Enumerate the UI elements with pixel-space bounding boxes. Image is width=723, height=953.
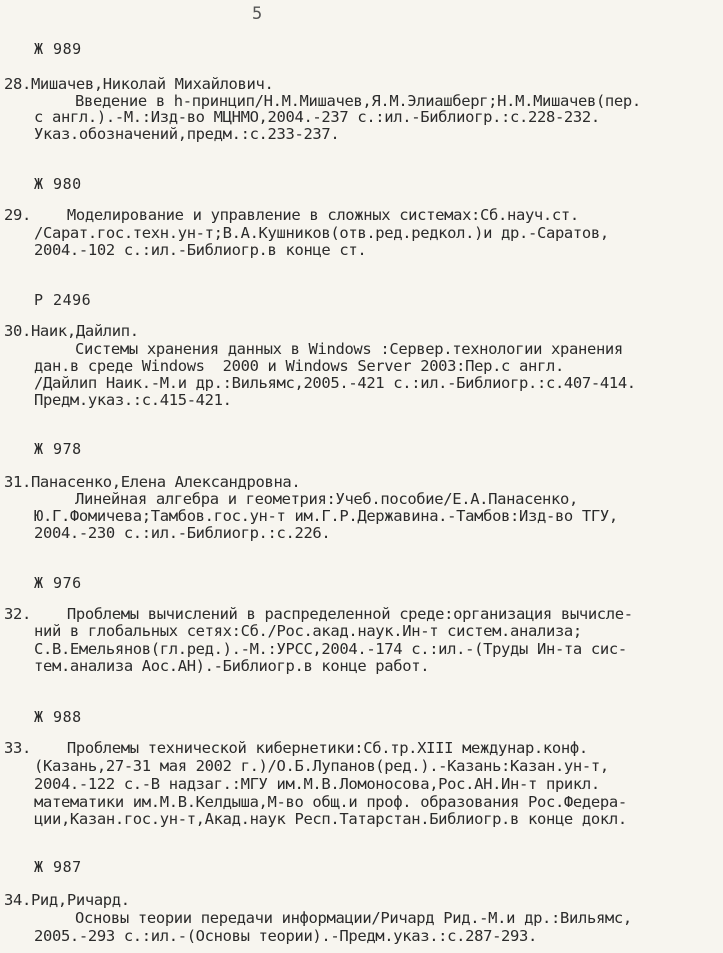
entry-line: 28.Мишачев,Николай Михайлович. xyxy=(4,75,274,93)
entry-line: 2005.-293 с.:ил.-(Основы теории).-Предм.указ.:с.287-293. xyxy=(34,927,537,945)
entry-line: Основы теории передачи информации/Ричард Рид.-М.и др.:Вильямс, xyxy=(75,909,632,927)
entry-line: дан.в среде Windows 2000 и Windows Server 2003:Пер.с англ. xyxy=(34,357,564,375)
entry-line: Указ.обозначений,предм.:с.233-237. xyxy=(34,125,340,143)
entry-line: Введение в h-принцип/Н.М.Мишачев,Я.М.Элиашберг;Н.М.Мишачев(пер. xyxy=(75,92,641,110)
entry-line: 29. Моделирование и управление в сложных системах:Сб.науч.ст. xyxy=(4,206,579,224)
entry-line: математики им.М.В.Келдыша,М-во общ.и проф. образования Рос.Федера- xyxy=(34,793,627,811)
entry-line: с англ.).-М.:Изд-во МЦНМО,2004.-237 с.:ил.-Библиогр.:с.228-232. xyxy=(34,108,600,126)
entry-line: ции,Казан.гос.ун-т,Акад.наук Респ.Татарстан.Библиогр.в конце докл. xyxy=(34,810,627,828)
entry-line: 34.Рид,Ричард. xyxy=(4,891,130,909)
entry-line: С.В.Емельянов(гл.ред.).-М.:УРСС,2004.-174 с.:ил.-(Труды Ин-та сис- xyxy=(34,640,627,658)
shelf-mark: Ж 980 xyxy=(34,175,82,193)
entry-line: тем.анализа Аос.АН).-Библиогр.в конце работ. xyxy=(34,657,430,675)
entry-line: 31.Панасенко,Елена Александровна. xyxy=(4,473,301,491)
shelf-mark: Ж 978 xyxy=(34,440,82,458)
entry-line: 32. Проблемы вычислений в распределенной среде:организация вычисле- xyxy=(4,605,633,623)
entry-line: 2004.-102 с.:ил.-Библиогр.в конце ст. xyxy=(34,241,367,259)
page-number: 5 xyxy=(252,4,263,24)
entry-line: 2004.-122 с.-В надзаг.:МГУ им.М.В.Ломоносова,Рос.АН.Ин-т прикл. xyxy=(34,775,600,793)
entry-line: /Дайлип Наик.-М.и др.:Вильямс,2005.-421 с.:ил.-Библиогр.:с.407-414. xyxy=(34,374,636,392)
shelf-mark: Ж 988 xyxy=(34,708,82,726)
entry-line: ний в глобальных сетях:Сб./Рос.акад.наук.Ин-т систем.анализа; xyxy=(34,622,582,640)
entry-line: Ю.Г.Фомичева;Тамбов.гос.ун-т им.Г.Р.Державина.-Тамбов:Изд-во ТГУ, xyxy=(34,507,618,525)
entry-line: 33. Проблемы технической кибернетики:Сб.тр.XIII междунар.конф. xyxy=(4,739,588,757)
entry-line: 30.Наик,Дайлип. xyxy=(4,322,139,340)
entry-line: (Казань,27-31 мая 2002 г.)/О.Б.Лупанов(ред.).-Казань:Казан.ун-т, xyxy=(34,757,609,775)
shelf-mark: Ж 989 xyxy=(34,40,82,58)
entry-line: Предм.указ.:с.415-421. xyxy=(34,391,232,409)
entry-line: Линейная алгебра и геометрия:Учеб.пособие/Е.А.Панасенко, xyxy=(75,490,578,508)
shelf-mark: Ж 987 xyxy=(34,858,82,876)
entry-line: 2004.-230 с.:ил.-Библиогр.:с.226. xyxy=(34,524,331,542)
entry-line: /Сарат.гос.техн.ун-т;В.А.Кушников(отв.ред.редкол.)и др.-Саратов, xyxy=(34,224,609,242)
shelf-mark: Ж 976 xyxy=(34,574,82,592)
entry-line: Системы хранения данных в Windows :Сервер.технологии хранения xyxy=(75,340,623,358)
shelf-mark: Р 2496 xyxy=(34,291,92,309)
